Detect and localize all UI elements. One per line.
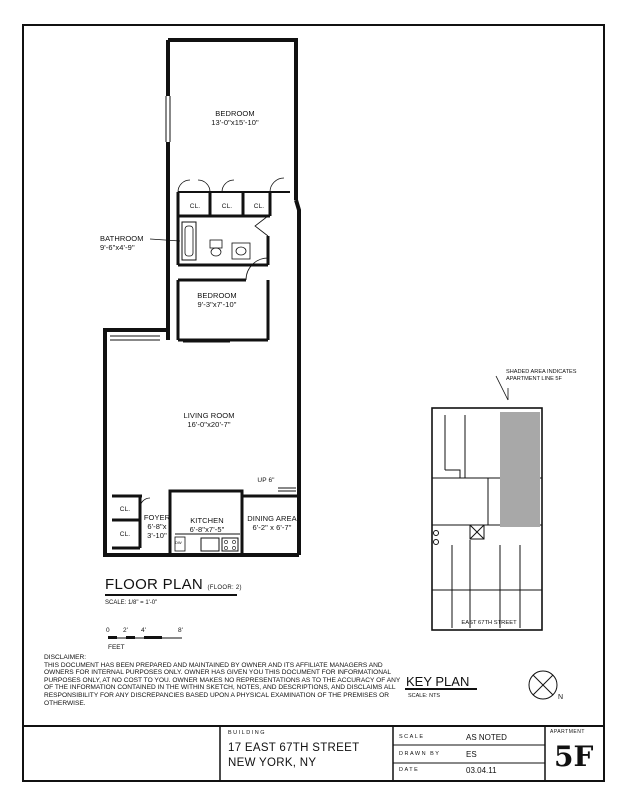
bathroom-leader-line: [150, 236, 182, 244]
foyer-size-2: 3'-10": [147, 531, 167, 540]
living-room-size: 16'-0"x20'-7": [187, 420, 231, 429]
closet-label-3: CL.: [253, 203, 265, 210]
foyer-label: [143, 513, 171, 540]
scale-value: AS NOTED: [466, 733, 507, 742]
floor-plan-title: [105, 576, 242, 593]
scale-bar-tick-0: 0: [106, 627, 110, 634]
dining-area-size: 6'-2" x 6'-7": [252, 523, 292, 532]
disclaimer-text: THIS DOCUMENT HAS BEEN PREPARED AND MAINTAINED BY OWNER AND ITS AFFILIATE MANAGERS AND OWNERS FOR INTERNAL PURPOSES ONLY. OWNER HAS GIVEN YOU THIS DOCUMENT FOR INFORMATIONAL PURPOSES ONLY, AT NO COST TO YOU. OWNER MAKES NO REPRESENTATIONS AS TO THE ACCURACY OF ANY OF THE INFORMATION CONTAINED IN THE WITHIN SKETCH, NOTES, AND DESCRIPTIONS, AND DISCLAIMS ALL RESPONSIBILITY FOR ANY DISCREPANCIES BASED UPON A PHYSICAL EXAMINATION OF THE PREMISES OR OTHERWISE.: [44, 661, 401, 707]
north-arrow-label: N: [558, 694, 564, 701]
bedroom-2-size: 9'-3"x7'-10": [197, 300, 237, 309]
drawn-by-value: ES: [466, 750, 477, 759]
key-plan-scale: SCALE: NTS: [408, 693, 441, 699]
dining-area-name: DINING AREA: [247, 514, 297, 523]
foyer-closet-label-2: CL.: [119, 531, 131, 538]
kitchen-label: [176, 516, 238, 534]
address-line-2: NEW YORK, NY: [228, 757, 317, 769]
disclaimer-block: [44, 654, 404, 707]
bathroom-size: 9'-6"x4'-9": [100, 243, 135, 252]
scale-bar-tick-2: 2': [123, 627, 128, 634]
scale-bar-unit: FEET: [108, 644, 125, 651]
foyer-name: FOYER: [143, 513, 171, 522]
bathroom-name: BATHROOM: [100, 234, 144, 243]
scale-label: SCALE: [399, 734, 425, 740]
shaded-apartment-line: [500, 412, 540, 527]
key-plan-note: SHADED AREA INDICATES APARTMENT LINE 5F: [506, 369, 577, 382]
living-room-label: [174, 411, 244, 429]
dining-area-label: [244, 514, 300, 532]
living-room-name: LIVING ROOM: [183, 411, 235, 420]
scale-bar-tick-4: 4': [141, 627, 146, 634]
floor-plan-title-text: FLOOR PLAN: [105, 576, 204, 593]
date-value: 03.04.11: [466, 766, 497, 775]
disclaimer-heading: DISCLAIMER:: [44, 654, 87, 661]
dishwasher-label: DW: [175, 540, 182, 545]
bedroom-2-label: [180, 291, 254, 309]
bedroom-1-name: BEDROOM: [215, 109, 255, 118]
bathroom-label: [100, 234, 154, 252]
bedroom-1-size: 13'-0"x15'-10": [211, 118, 259, 127]
floor-note: (FLOOR: 2): [207, 585, 242, 591]
apartment-label: APARTMENT: [550, 729, 585, 735]
bedroom-1-label: [195, 109, 275, 127]
kitchen-size: 6'-8"x7'-5": [189, 525, 225, 534]
up-note: UP 6": [257, 477, 275, 484]
closet-label-1: CL.: [189, 203, 201, 210]
kitchen-name: KITCHEN: [190, 516, 224, 525]
foyer-closet-label-1: CL.: [119, 506, 131, 513]
drawn-by-label: DRAWN BY: [399, 751, 441, 757]
key-plan-street: EAST 67TH STREET: [461, 620, 517, 626]
closet-label-2: CL.: [221, 203, 233, 210]
key-plan-title: KEY PLAN: [406, 674, 470, 689]
foyer-size-1: 6'-8"x: [147, 522, 167, 531]
floor-plan-scale: SCALE: 1/8" = 1'-0": [105, 600, 158, 606]
building-label: BUILDING: [228, 730, 266, 736]
scale-bar-tick-8: 8': [178, 627, 183, 634]
date-label: DATE: [399, 767, 420, 773]
bedroom-2-name: BEDROOM: [197, 291, 237, 300]
apartment-value: 5F: [554, 740, 594, 773]
address-line-1: 17 EAST 67TH STREET: [228, 742, 360, 754]
